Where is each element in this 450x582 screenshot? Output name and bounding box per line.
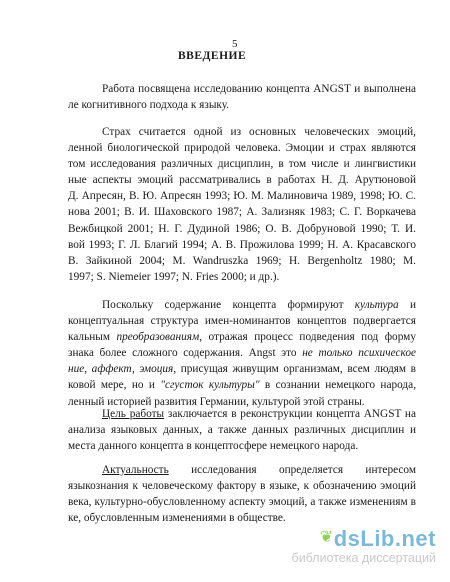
text-line: ле когнитивного подхода к языку.: [68, 99, 230, 112]
paragraph-relevance: [68, 462, 416, 526]
paragraph-goal: [68, 406, 416, 454]
text-line: языкознания к человеческому фактору в языке, к обозначению эмоций: [68, 480, 416, 493]
relevance-heading: Актуальность: [102, 464, 169, 476]
text-line: Работа посвящена исследованию концепта ANGST и выполнена: [102, 83, 416, 95]
leaf-icon: ❦: [319, 528, 334, 546]
text-line: Цель работы заключается в реконструкции концепта ANGST на: [102, 408, 416, 420]
text-line: кальным преобразованиям, отражая процесс подведения под форму: [68, 331, 416, 344]
text-line: ке, обусловленным изменениями в обществе.: [68, 512, 286, 525]
paragraph-intro: [68, 81, 416, 113]
text-line: Страх считается одной из основных человеческих эмоций,: [102, 126, 416, 138]
text-line: анализа языковых данных, а также данных различных дисциплин и: [68, 424, 416, 437]
text-line: концептуальная структура имен-номинантов концептов подвергается: [68, 315, 416, 328]
dslib-watermark: [291, 525, 436, 565]
text-line: ленный историей развития Германии, культурой этой страны.: [68, 395, 365, 408]
text-line: знака более сложного содержания. Angst это не только психическое: [68, 347, 416, 360]
text-line: том исследования различных дисциплин, в том числе и лингвистики: [68, 158, 416, 171]
text-line: 1997; S. Niemeier 1997; N. Fries 2000; и др.).: [68, 270, 280, 283]
text-line: вой 1993; Г. Л. Благий 1994; А. В. Прожилова 1999; Н. А. Красавского: [68, 238, 416, 251]
text-line: нова 2001; В. И. Шаховского 1987; А. Зализняк 1983; С. Г. Воркачева: [68, 206, 416, 219]
text-line: В. Зайкиной 2004; M. Wandruszka 1969; H. Bergenholtz 1980; M.: [68, 254, 416, 267]
text-line: Поскольку содержание концепта формируют культура и: [102, 299, 416, 311]
paragraph-concept-content: [68, 297, 416, 410]
text-line: века, культурно-обусловленному аспекту эмоций, а также изменениям в: [68, 496, 416, 509]
paragraph-fear: [68, 124, 416, 285]
text-line: Д. Апресян, В. Ю. Апресян 1993; Ю. М. Малиновича 1989, 1998; Ю. С.: [68, 190, 416, 203]
page-number: 5: [232, 38, 238, 50]
text-line: ние, аффект, эмоция, присущая живущим организмам, всем людям в: [68, 363, 416, 376]
dslib-logo: ❦dsLib.net: [319, 525, 436, 551]
text-line: места данного концепта в концептосфере немецкого народа.: [68, 440, 359, 453]
text-line: ленной биологической природой человека. Эмоции и страх являются: [68, 142, 416, 155]
text-line: ные аспекты эмоций рассматривались в работах Н. Д. Арутюновой: [68, 174, 416, 187]
text-line: Актуальность исследования определяется интересом: [102, 464, 416, 476]
text-line: ковой мере, но и "сгусток культуры" в сознании немецкого народа,: [68, 379, 416, 392]
text-line: Вежбицкой 2001; Н. Г. Дудиной 1986; О. В. Добруновой 1990; Т. И.: [68, 222, 416, 235]
watermark-subtitle: библиотека диссертаций: [291, 550, 436, 565]
goal-heading: Цель работы: [102, 408, 165, 420]
section-title: ВВЕДЕНИЕ: [178, 50, 247, 62]
